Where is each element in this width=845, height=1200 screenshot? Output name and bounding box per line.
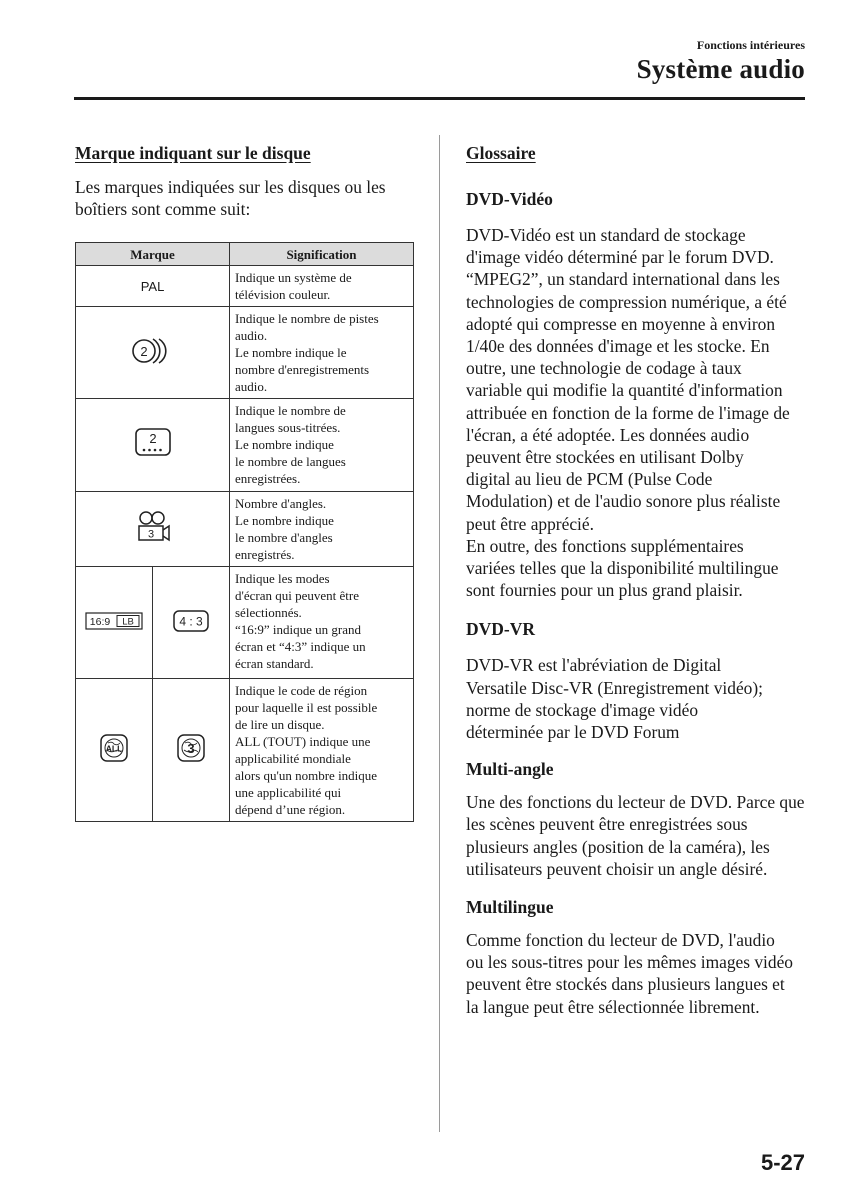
angles-number: 3 bbox=[147, 528, 154, 541]
mark-cell bbox=[76, 679, 153, 822]
definition-dvd-vr: DVD-VR est l'abréviation de Digital Versatile Disc-VR (Enregistrement vidéo); norme de stockage d'image vidéo déterminée par le DVD Forum bbox=[466, 655, 763, 743]
standard-screen-icon bbox=[172, 609, 210, 633]
mark-cell bbox=[76, 307, 230, 399]
table-row bbox=[76, 266, 414, 307]
mark-cell bbox=[76, 399, 230, 492]
left-column bbox=[75, 143, 420, 822]
region-all-icon bbox=[99, 733, 129, 763]
region-number-icon bbox=[176, 733, 206, 763]
disc-marks-table bbox=[75, 242, 414, 822]
pal-mark: PAL bbox=[140, 278, 165, 294]
section-label: Fonctions intérieures bbox=[696, 38, 805, 52]
table-row bbox=[76, 679, 414, 822]
audio-tracks-number: 2 bbox=[139, 343, 148, 359]
meaning-cell: Indique le nombre de langues sous-titrées. Le nombre indique le nombre de langues enregistrées. bbox=[230, 399, 414, 492]
meaning-cell: Indique les modes d'écran qui peuvent être sélectionnés. “16:9” indique un grand écran et “4:3” indique un écran standard. bbox=[230, 567, 414, 679]
meaning-cell: Indique un système de télévision couleur. bbox=[230, 266, 414, 307]
table-row bbox=[76, 567, 414, 679]
meaning-cell: Nombre d'angles. Le nombre indique le nombre d'angles enregistrés. bbox=[230, 492, 414, 567]
definition-dvd-video: DVD-Vidéo est un standard de stockage d'image vidéo déterminé par le forum DVD. “MPEG2”, un standard international dans les technologies de compression numérique, a été adopté qui compresse en moyenne à environ 1/40e des données d'image et les stocke. En outre, une technologie de codage à taux variable qui modifie la quantité d'information attribuée en fonction de la forme de l'image de l'écran, a été adoptée. Les données audio peuvent être stockées en utilisant Dolby digital au lieu de PCM (Pulse Code Modulation) et de l'audio sonore plus réaliste peut être apprécié. En outre, des fonctions supplémentaires variées telles que la disponibilité multilingue sont fournies pour un plus grand plaisir. bbox=[466, 225, 790, 601]
subtitle-languages-icon bbox=[132, 427, 174, 459]
glossary-heading: Glossaire bbox=[466, 143, 536, 163]
header-rule bbox=[74, 97, 805, 100]
camera-angles-icon bbox=[133, 510, 173, 544]
definition-multi-angle: Une des fonctions du lecteur de DVD. Parce que les scènes peuvent être enregistrées sous plusieurs angles (position de la caméra), les utilisateurs peuvent choisir un angle désiré. bbox=[466, 792, 805, 879]
mark-cell bbox=[76, 567, 153, 679]
widescreen-ratio-text: 16:9 bbox=[89, 615, 111, 628]
disc-marks-heading: Marque indiquant sur le disque bbox=[75, 143, 311, 163]
mark-cell bbox=[153, 567, 230, 679]
table-row bbox=[76, 399, 414, 492]
meaning-cell: Indique le nombre de pistes audio. Le nombre indique le nombre d'enregistrements audio. bbox=[230, 307, 414, 399]
standard-ratio-text: 4 : 3 bbox=[179, 614, 203, 629]
right-column bbox=[466, 143, 811, 1018]
table-header-row bbox=[76, 243, 414, 266]
col-header-mark: Marque bbox=[76, 243, 230, 266]
letterbox-text: LB bbox=[122, 616, 134, 628]
table-row bbox=[76, 307, 414, 399]
widescreen-lb-icon bbox=[85, 612, 143, 630]
term-dvd-video: DVD-Vidéo bbox=[466, 189, 553, 209]
audio-tracks-icon bbox=[129, 335, 177, 367]
col-header-meaning: Signification bbox=[230, 243, 414, 266]
table-row bbox=[76, 492, 414, 567]
mark-cell bbox=[76, 266, 230, 307]
column-divider bbox=[439, 135, 440, 1132]
mark-cell bbox=[76, 492, 230, 567]
mark-cell bbox=[153, 679, 230, 822]
term-dvd-vr: DVD-VR bbox=[466, 619, 536, 640]
page-number: 5-27 bbox=[760, 1150, 805, 1175]
subtitle-number: 2 bbox=[148, 431, 157, 447]
region-number-text: 3 bbox=[187, 741, 195, 757]
meaning-cell: Indique le code de région pour laquelle il est possible de lire un disque. ALL (TOUT) indique une applicabilité mondiale alors qu'un nombre indique une applicabilité qui dépend d’une région. bbox=[230, 679, 414, 822]
term-multi-angle: Multi-angle bbox=[466, 759, 554, 780]
definition-multilingue: Comme fonction du lecteur de DVD, l'audio ou les sous-titres pour les mêmes images vidéo peuvent être stockés dans plusieurs langues et la langue peut être sélectionnée librement. bbox=[466, 930, 793, 1017]
disc-marks-intro: Les marques indiquées sur les disques ou les boîtiers sont comme suit: bbox=[75, 177, 386, 220]
page-title: Système audio bbox=[636, 54, 805, 84]
region-all-text: ALL bbox=[105, 743, 123, 754]
term-multilingue: Multilingue bbox=[466, 897, 554, 918]
